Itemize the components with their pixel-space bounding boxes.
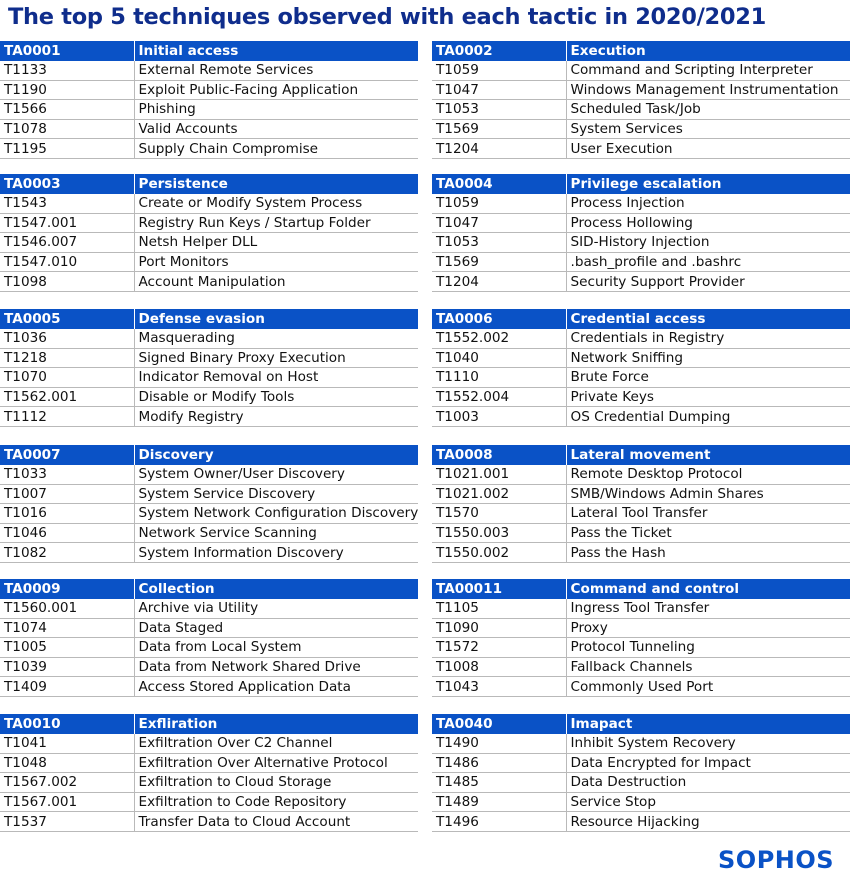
technique-name: Registry Run Keys / Startup Folder [134,213,418,233]
technique-name: Process Hollowing [566,213,850,233]
table-row [432,194,850,213]
table-row [0,100,418,120]
tactic-name: Privilege escalation [566,174,850,194]
tactic-id: TA0007 [0,445,134,465]
technique-id: T1046 [0,523,134,543]
table-row [432,599,850,618]
technique-id: T1409 [0,677,134,697]
table-row [432,484,850,504]
table-row [432,272,850,292]
technique-id: T1552.004 [432,387,566,407]
tactic-table [432,41,850,159]
table-row [0,753,418,773]
tactic-id: TA00011 [432,579,566,599]
technique-id: T1007 [0,484,134,504]
technique-id: T1550.003 [432,523,566,543]
table-row [432,213,850,233]
technique-name: Phishing [134,100,418,120]
technique-id: T1021.002 [432,484,566,504]
technique-name: Pass the Hash [566,543,850,563]
technique-id: T1040 [432,348,566,368]
technique-name: Transfer Data to Cloud Account [134,812,418,832]
technique-name: Exploit Public-Facing Application [134,80,418,100]
technique-name: Data from Network Shared Drive [134,657,418,677]
technique-id: T1489 [432,792,566,812]
table-row [0,657,418,677]
technique-id: T1552.002 [432,329,566,348]
table-row [432,329,850,348]
technique-name: SMB/Windows Admin Shares [566,484,850,504]
tactic-name: Exfliration [134,714,418,734]
table-row [432,773,850,793]
table-row [0,504,418,524]
table-row [432,657,850,677]
tactic-id: TA0010 [0,714,134,734]
table-row [432,543,850,563]
table-row [432,100,850,120]
table-row [432,252,850,272]
technique-name: Account Manipulation [134,272,418,292]
tactic-header-row [432,579,850,599]
technique-name: Exfiltration Over C2 Channel [134,734,418,753]
tactic-header-row [432,174,850,194]
table-row [432,677,850,697]
table-row [432,523,850,543]
technique-id: T1053 [432,100,566,120]
table-row [0,80,418,100]
tactic-id: TA0006 [432,309,566,329]
tactic-name: Credential access [566,309,850,329]
technique-name: Archive via Utility [134,599,418,618]
technique-name: Fallback Channels [566,657,850,677]
technique-id: T1543 [0,194,134,213]
technique-name: Remote Desktop Protocol [566,465,850,484]
technique-name: Modify Registry [134,407,418,427]
table-row [0,252,418,272]
table-row [0,599,418,618]
tactic-table [432,445,850,563]
technique-id: T1033 [0,465,134,484]
technique-name: Indicator Removal on Host [134,368,418,388]
technique-id: T1204 [432,139,566,159]
technique-id: T1082 [0,543,134,563]
technique-name: Pass the Ticket [566,523,850,543]
table-row [432,638,850,658]
tactic-table [0,445,418,563]
tactic-id: TA0001 [0,41,134,61]
table-row [432,348,850,368]
technique-id: T1021.001 [432,465,566,484]
table-row [0,194,418,213]
technique-name: User Execution [566,139,850,159]
technique-id: T1566 [0,100,134,120]
technique-id: T1547.001 [0,213,134,233]
tactic-name: Initial access [134,41,418,61]
technique-name: Data from Local System [134,638,418,658]
technique-name: Data Encrypted for Impact [566,753,850,773]
technique-name: System Service Discovery [134,484,418,504]
technique-id: T1098 [0,272,134,292]
tactic-header-row [0,579,418,599]
technique-name: Access Stored Application Data [134,677,418,697]
technique-id: T1218 [0,348,134,368]
technique-id: T1003 [432,407,566,427]
technique-id: T1567.002 [0,773,134,793]
technique-name: Valid Accounts [134,119,418,139]
technique-name: Scheduled Task/Job [566,100,850,120]
technique-id: T1039 [0,657,134,677]
table-row [0,387,418,407]
table-row [432,139,850,159]
technique-name: Commonly Used Port [566,677,850,697]
technique-id: T1059 [432,61,566,80]
table-row [0,139,418,159]
technique-name: System Information Discovery [134,543,418,563]
technique-id: T1562.001 [0,387,134,407]
technique-id: T1569 [432,252,566,272]
tactic-name: Command and control [566,579,850,599]
tactic-table [0,579,418,697]
table-row [0,734,418,753]
technique-id: T1048 [0,753,134,773]
table-row [432,465,850,484]
technique-name: Data Staged [134,618,418,638]
technique-name: OS Credential Dumping [566,407,850,427]
table-row [432,734,850,753]
technique-id: T1547.010 [0,252,134,272]
tactic-header-row [0,714,418,734]
technique-name: Masquerading [134,329,418,348]
tactic-id: TA0004 [432,174,566,194]
table-row [432,61,850,80]
technique-id: T1490 [432,734,566,753]
table-row [0,465,418,484]
technique-name: Protocol Tunneling [566,638,850,658]
technique-id: T1110 [432,368,566,388]
table-row [432,792,850,812]
technique-name: System Owner/User Discovery [134,465,418,484]
table-row [0,329,418,348]
tactic-name: Collection [134,579,418,599]
technique-name: Exfiltration to Code Repository [134,792,418,812]
technique-id: T1550.002 [432,543,566,563]
tactic-name: Imapact [566,714,850,734]
tactic-name: Persistence [134,174,418,194]
technique-name: System Network Configuration Discovery [134,504,418,524]
technique-name: Ingress Tool Transfer [566,599,850,618]
technique-name: Process Injection [566,194,850,213]
technique-id: T1036 [0,329,134,348]
technique-id: T1133 [0,61,134,80]
table-row [0,61,418,80]
technique-name: External Remote Services [134,61,418,80]
technique-name: Create or Modify System Process [134,194,418,213]
page-title: The top 5 techniques observed with each tactic in 2020/2021 [8,4,766,30]
tactic-table [432,174,850,292]
technique-name: Proxy [566,618,850,638]
technique-id: T1195 [0,139,134,159]
table-row [0,407,418,427]
technique-id: T1070 [0,368,134,388]
technique-id: T1016 [0,504,134,524]
technique-id: T1053 [432,233,566,253]
table-row [0,119,418,139]
technique-name: Service Stop [566,792,850,812]
technique-id: T1005 [0,638,134,658]
technique-id: T1112 [0,407,134,427]
technique-id: T1567.001 [0,792,134,812]
table-row [432,407,850,427]
table-row [0,213,418,233]
table-row [0,677,418,697]
technique-name: Private Keys [566,387,850,407]
technique-name: Windows Management Instrumentation [566,80,850,100]
table-row [432,504,850,524]
technique-id: T1190 [0,80,134,100]
sophos-logo: SOPHOS [718,846,835,874]
table-row [0,368,418,388]
tactic-id: TA0005 [0,309,134,329]
technique-name: Supply Chain Compromise [134,139,418,159]
technique-id: T1546.007 [0,233,134,253]
technique-name: Command and Scripting Interpreter [566,61,850,80]
tactic-id: TA0003 [0,174,134,194]
table-row [0,638,418,658]
tactic-table [0,41,418,159]
tactic-header-row [432,714,850,734]
technique-id: T1047 [432,213,566,233]
table-row [0,523,418,543]
tactic-id: TA0002 [432,41,566,61]
technique-id: T1204 [432,272,566,292]
technique-name: Data Destruction [566,773,850,793]
technique-id: T1059 [432,194,566,213]
technique-name: Netsh Helper DLL [134,233,418,253]
technique-id: T1486 [432,753,566,773]
technique-name: Brute Force [566,368,850,388]
technique-id: T1560.001 [0,599,134,618]
tactic-table [0,174,418,292]
technique-id: T1537 [0,812,134,832]
technique-name: System Services [566,119,850,139]
technique-id: T1043 [432,677,566,697]
tactic-id: TA0008 [432,445,566,465]
table-row [432,812,850,832]
technique-name: Credentials in Registry [566,329,850,348]
table-row [432,233,850,253]
tactic-table [432,309,850,427]
technique-name: Network Sniffing [566,348,850,368]
table-row [432,80,850,100]
technique-name: Lateral Tool Transfer [566,504,850,524]
technique-name: SID-History Injection [566,233,850,253]
technique-name: Exfiltration Over Alternative Protocol [134,753,418,773]
table-row [0,792,418,812]
technique-id: T1569 [432,119,566,139]
table-row [0,233,418,253]
technique-id: T1041 [0,734,134,753]
table-row [0,812,418,832]
table-row [0,484,418,504]
technique-name: Signed Binary Proxy Execution [134,348,418,368]
tactic-name: Execution [566,41,850,61]
table-row [0,773,418,793]
technique-id: T1105 [432,599,566,618]
technique-name: Security Support Provider [566,272,850,292]
technique-name: Exfiltration to Cloud Storage [134,773,418,793]
technique-name: Disable or Modify Tools [134,387,418,407]
table-row [432,618,850,638]
tactic-table [0,309,418,427]
tactic-header-row [0,174,418,194]
tactic-id: TA0040 [432,714,566,734]
technique-id: T1570 [432,504,566,524]
tactic-header-row [0,309,418,329]
technique-id: T1047 [432,80,566,100]
tactic-table [432,714,850,832]
tactic-header-row [432,41,850,61]
tactic-id: TA0009 [0,579,134,599]
technique-id: T1078 [0,119,134,139]
technique-name: Network Service Scanning [134,523,418,543]
table-row [432,119,850,139]
tactic-header-row [0,41,418,61]
tactic-name: Lateral movement [566,445,850,465]
tactic-header-row [0,445,418,465]
table-row [0,618,418,638]
technique-name: .bash_profile and .bashrc [566,252,850,272]
tactic-table [0,714,418,832]
table-row [432,368,850,388]
table-row [0,543,418,563]
table-row [0,272,418,292]
technique-name: Resource Hijacking [566,812,850,832]
technique-id: T1008 [432,657,566,677]
tactic-name: Defense evasion [134,309,418,329]
technique-name: Inhibit System Recovery [566,734,850,753]
technique-id: T1496 [432,812,566,832]
technique-id: T1572 [432,638,566,658]
technique-id: T1485 [432,773,566,793]
tactic-name: Discovery [134,445,418,465]
table-row [0,348,418,368]
table-row [432,753,850,773]
tactic-header-row [432,445,850,465]
tactic-header-row [432,309,850,329]
technique-id: T1090 [432,618,566,638]
table-row [432,387,850,407]
technique-name: Port Monitors [134,252,418,272]
tactic-table [432,579,850,697]
technique-id: T1074 [0,618,134,638]
